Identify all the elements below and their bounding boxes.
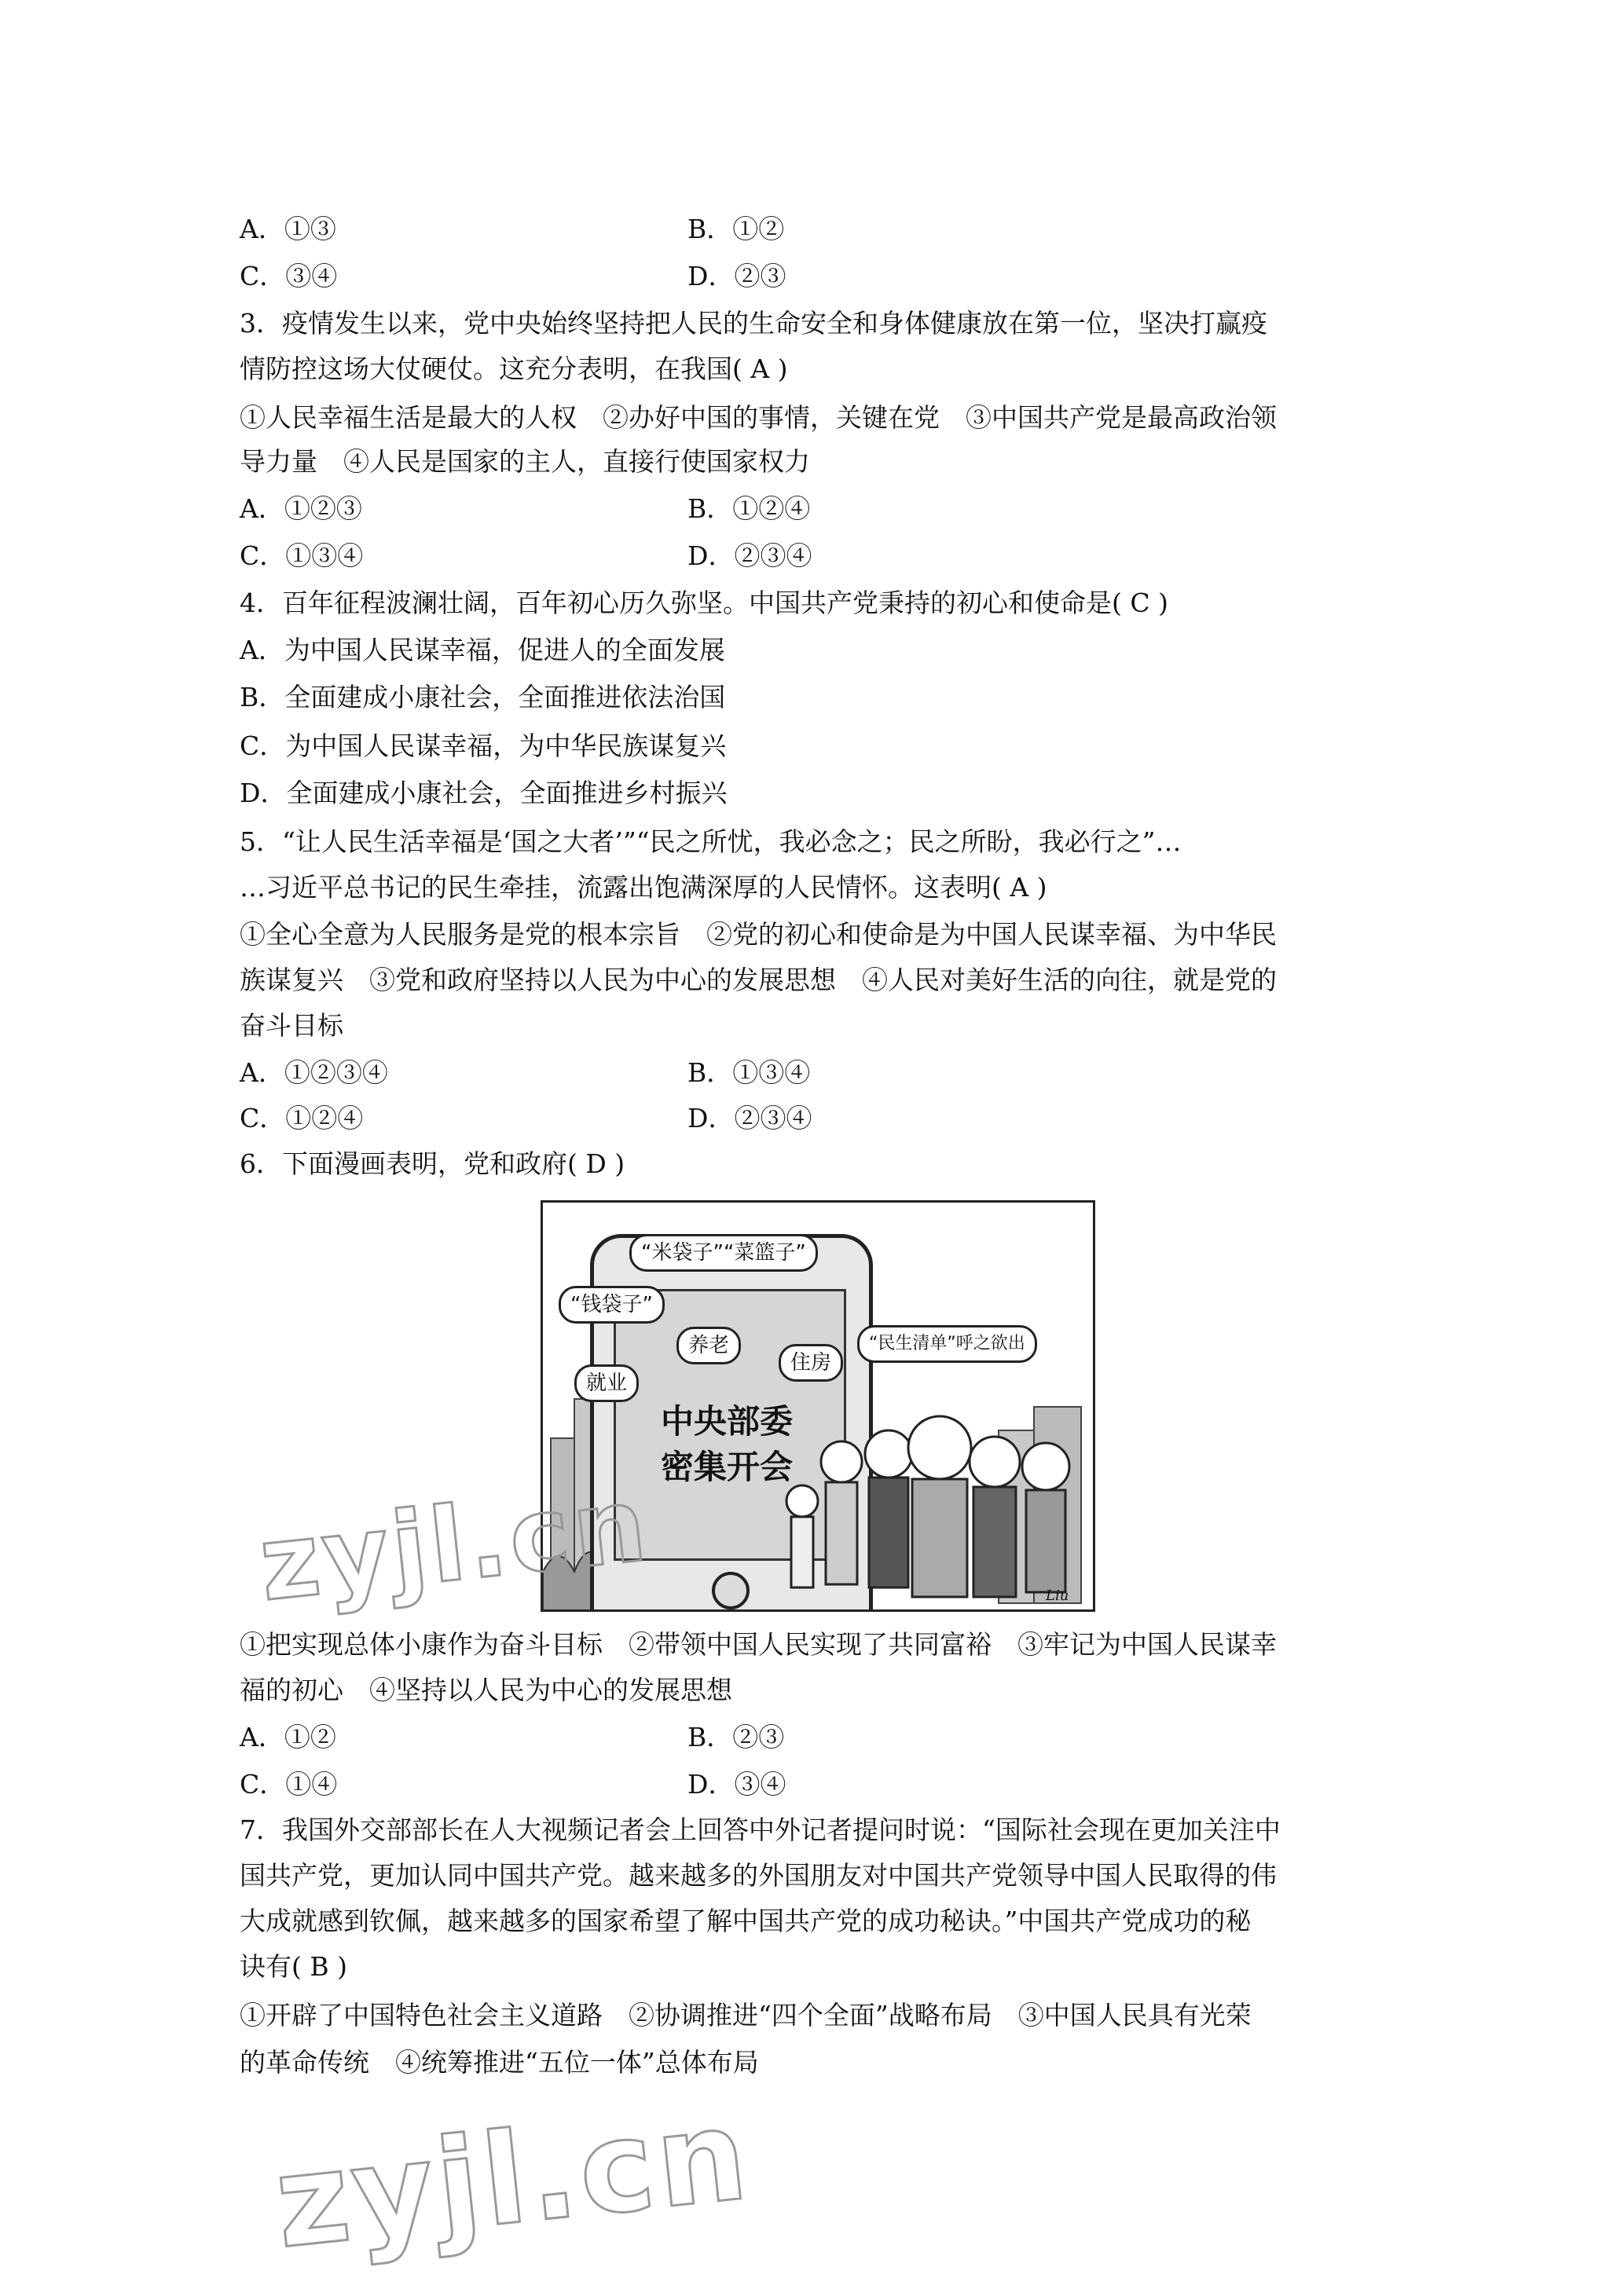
q7-stem-line4: 诀有( B ) bbox=[240, 1951, 347, 1982]
screen-text-line1: 中央部委 bbox=[661, 1402, 794, 1441]
q3-items-line2: 导力量 ④人民是国家的主人，直接行使国家权力 bbox=[240, 446, 810, 477]
q6-items-line2: 福的初心 ④坚持以人民为中心的发展思想 bbox=[240, 1675, 732, 1705]
q2-option-c: C．③④ bbox=[240, 261, 338, 291]
speech-bubble-employment: 就业 bbox=[574, 1364, 639, 1402]
speech-bubble-livelihood-list: “民生清单”呼之欲出 bbox=[857, 1325, 1037, 1363]
q5-option-b: B．①③④ bbox=[687, 1057, 811, 1088]
q2-option-b: B．①② bbox=[687, 214, 785, 244]
q6-option-b: B．②③ bbox=[687, 1722, 785, 1752]
q2-option-d: D．②③ bbox=[687, 261, 786, 291]
q5-stem-line1: 5．“让人民生活幸福是‘国之大者’”“民之所忧，我必念之；民之所盼，我必行之”… bbox=[240, 826, 1182, 857]
q3-option-c: C．①③④ bbox=[240, 540, 364, 571]
watermark-bottom: zyjl.cn bbox=[268, 2080, 757, 2277]
q3-stem-line1: 3．疫情发生以来，党中央始终坚持把人民的生命安全和身体健康放在第一位，坚决打赢疫 bbox=[240, 308, 1267, 339]
q5-option-d: D．②③④ bbox=[687, 1103, 812, 1133]
q4-stem: 4．百年征程波澜壮阔，百年初心历久弥坚。中国共产党秉持的初心和使命是( C ) bbox=[240, 588, 1168, 618]
q5-stem-line2: …习近平总书记的民生牵挂，流露出饱满深厚的人民情怀。这表明( A ) bbox=[240, 872, 1047, 903]
q6-items-line1: ①把实现总体小康作为奋斗目标 ②带领中国人民实现了共同富裕 ③牢记为中国人民谋幸 bbox=[240, 1629, 1277, 1660]
q5-option-c: C．①②④ bbox=[240, 1103, 364, 1133]
q3-option-d: D．②③④ bbox=[687, 540, 812, 571]
q5-option-a: A．①②③④ bbox=[240, 1057, 388, 1088]
q2-option-a: A．①③ bbox=[240, 214, 336, 244]
q7-items-line1: ①开辟了中国特色社会主义道路 ②协调推进“四个全面”战略布局 ③中国人民具有光荣 bbox=[240, 2000, 1252, 2031]
q6-stem: 6．下面漫画表明，党和政府( D ) bbox=[240, 1148, 625, 1179]
q3-option-a: A．①②③ bbox=[240, 493, 362, 524]
q6-option-d: D．③④ bbox=[687, 1769, 786, 1800]
speech-bubble-rice-vegetable: “米袋子”“菜篮子” bbox=[629, 1234, 818, 1272]
speech-bubble-housing: 住房 bbox=[779, 1344, 843, 1382]
q7-stem-line1: 7．我国外交部部长在人大视频记者会上回答中外记者提问时说：“国际社会现在更加关注中 bbox=[240, 1814, 1281, 1845]
speech-bubble-money: “钱袋子” bbox=[559, 1286, 665, 1324]
q5-items-line2: 族谋复兴 ③党和政府坚持以人民为中心的发展思想 ④人民对美好生活的向往，就是党的 bbox=[240, 965, 1277, 995]
q3-stem-line2: 情防控这场大仗硬仗。这充分表明，在我国( A ) bbox=[240, 353, 788, 384]
q4-option-b: B．全面建成小康社会，全面推进依法治国 bbox=[240, 682, 726, 712]
q3-option-b: B．①②④ bbox=[687, 493, 811, 524]
q4-option-c: C．为中国人民谋幸福，为中华民族谋复兴 bbox=[240, 731, 727, 761]
q7-stem-line2: 国共产党，更加认同中国共产党。越来越多的外国朋友对中国共产党领导中国人民取得的伟 bbox=[240, 1860, 1277, 1891]
q6-option-c: C．①④ bbox=[240, 1769, 338, 1800]
watermark-middle: zyjl.cn bbox=[254, 1464, 655, 1624]
speech-bubble-elderly-care: 养老 bbox=[676, 1327, 741, 1364]
q4-option-a: A．为中国人民谋幸福，促进人的全面发展 bbox=[240, 635, 725, 665]
q6-option-a: A．①② bbox=[240, 1722, 336, 1752]
screen-text-line2: 密集开会 bbox=[661, 1448, 794, 1486]
q7-items-line2: 的革命传统 ④统筹推进“五位一体”总体布局 bbox=[240, 2047, 759, 2078]
q7-stem-line3: 大成就感到钦佩，越来越多的国家希望了解中国共产党的成功秘诀。”中国共产党成功的秘 bbox=[240, 1906, 1252, 1936]
q3-items-line1: ①人民幸福生活是最大的人权 ②办好中国的事情，关键在党 ③中国共产党是最高政治领 bbox=[240, 402, 1277, 433]
q4-option-d: D．全面建成小康社会，全面推进乡村振兴 bbox=[240, 778, 728, 808]
q5-items-line3: 奋斗目标 bbox=[240, 1010, 343, 1041]
artist-signature: Liu bbox=[1046, 1587, 1069, 1604]
q5-items-line1: ①全心全意为人民服务是党的根本宗旨 ②党的初心和使命是为中国人民谋幸福、为中华民 bbox=[240, 919, 1277, 950]
